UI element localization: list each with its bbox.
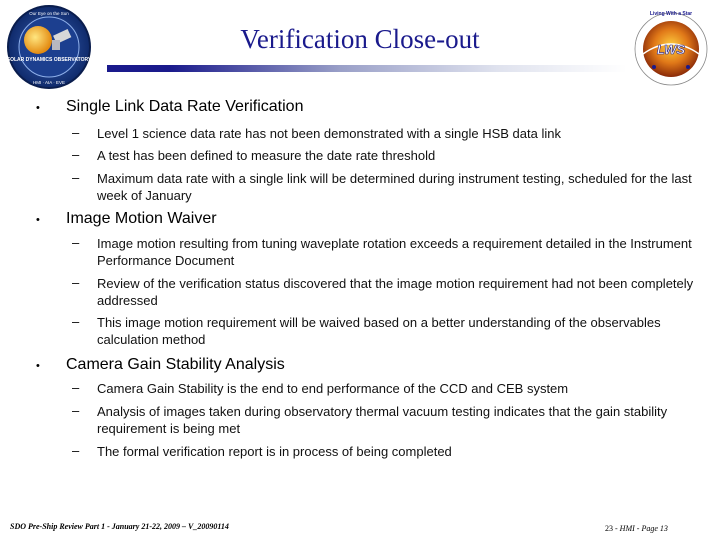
section-2-item-1-dash: –: [72, 235, 80, 250]
section-1-item-2-dash: –: [72, 147, 80, 162]
section-1-item-1-dash: –: [72, 125, 80, 140]
section-2-item-3-dash: –: [72, 314, 80, 329]
section-1-item-3: Maximum data rate with a single link will be determined during instrument testing, scheduled for the last week of January: [97, 171, 692, 203]
section-3-item-2-dash: –: [72, 403, 80, 418]
sdo-logo-text-mid: SOLAR DYNAMICS OBSERVATORY: [6, 57, 92, 63]
section-3-item-3-dash: –: [72, 443, 80, 458]
section-3-item-2: Analysis of images taken during observatory thermal vacuum testing indicates that the gain stability requirement is being met: [97, 404, 668, 436]
page-title: Verification Close-out: [240, 24, 480, 54]
sdo-logo-text-top: Our Eye on the Sun: [29, 11, 69, 16]
section-3-heading: Camera Gain Stability Analysis: [66, 356, 285, 373]
section-1-item-1: Level 1 science data rate has not been demonstrated with a single HSB data link: [97, 126, 561, 141]
section-2-item-3: This image motion requirement will be waived based on a better understanding of the observables calculation method: [97, 315, 661, 347]
section-3-item-1-dash: –: [72, 380, 80, 395]
section-2-item-2-dash: –: [72, 275, 80, 290]
section-3-bullet: •: [36, 360, 40, 372]
footer-page-label: HMI - Page 13: [619, 524, 668, 533]
section-1-heading: Single Link Data Rate Verification: [66, 98, 304, 115]
section-2-item-2: Review of the verification status discovered that the image motion requirement had not been completely addressed: [97, 276, 694, 308]
footer-page-prefix: 23 -: [605, 524, 618, 533]
section-2-bullet: •: [36, 214, 40, 226]
section-2-heading: Image Motion Waiver: [66, 210, 217, 227]
section-3-item-1: Camera Gain Stability is the end to end performance of the CCD and CEB system: [97, 381, 569, 396]
section-1-item-2: A test has been defined to measure the date rate threshold: [97, 148, 436, 163]
section-3-item-3: The formal verification report is in process of being completed: [97, 444, 452, 459]
lws-logo: [628, 4, 714, 90]
section-1-item-3-dash: –: [72, 170, 80, 185]
section-2-item-1: Image motion resulting from tuning waveplate rotation exceeds a requirement detailed in the Instrument Performance Document: [97, 236, 692, 268]
title-underline: [107, 65, 627, 72]
section-1-bullet: •: [36, 102, 40, 114]
footer-page-number: [605, 524, 668, 533]
footer-review-info: SDO Pre-Ship Review Part 1 - January 21-22, 2009 – V_20090114: [10, 522, 229, 531]
lws-logo-text-mid: LWS: [656, 42, 686, 57]
sdo-logo-text-bottom: HMI · AIA · EVE: [32, 80, 66, 85]
lws-logo-text-top: Living With a Star: [649, 11, 693, 17]
